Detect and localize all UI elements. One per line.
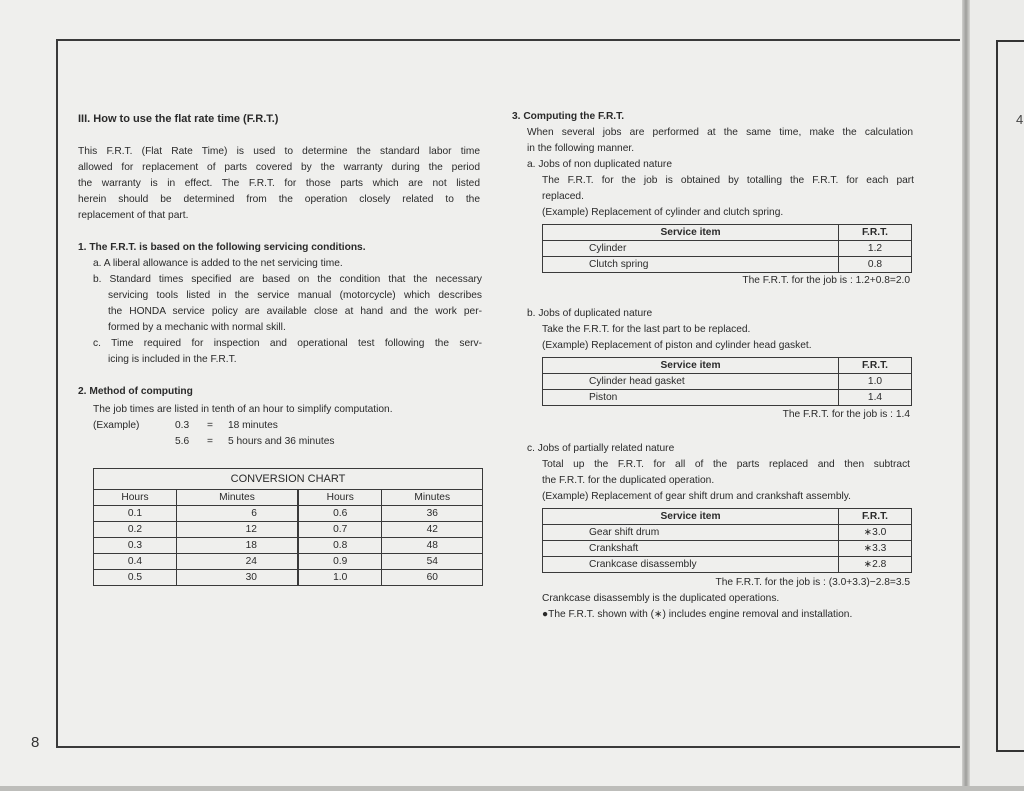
section-heading: III. How to use the flat rate time (F.R.T.) — [78, 113, 279, 125]
table-row — [94, 538, 483, 554]
equals-sign: = — [207, 420, 213, 431]
intro-line: the warranty is in effect. The F.R.T. for those parts which are not listed — [78, 178, 480, 189]
table-row — [94, 570, 483, 586]
minutes-cell: 18 — [176, 538, 298, 554]
table-header-service: Service item — [543, 358, 839, 374]
service-item-cell: Cylinder — [543, 241, 839, 257]
intro-line: herein should be determined from the operation closely related to the — [78, 194, 480, 205]
hours-cell: 0.8 — [298, 538, 382, 554]
method-heading: 2. Method of computing — [78, 386, 193, 397]
table-header-frt: F.R.T. — [839, 225, 912, 241]
equals-sign: = — [207, 436, 213, 447]
service-item-cell: Cylinder head gasket — [543, 374, 839, 390]
example-minutes: 5 hours and 36 minutes — [228, 436, 335, 447]
table-row — [543, 374, 912, 390]
minutes-cell: 24 — [176, 554, 298, 570]
case-c-note: Crankcase disassembly is the duplicated operations. — [542, 593, 780, 604]
table-header-service: Service item — [543, 509, 839, 525]
computing-intro-line: in the following manner. — [527, 143, 635, 154]
case-a-title: a. Jobs of non duplicated nature — [527, 159, 672, 170]
minutes-cell: 36 — [382, 506, 483, 522]
case-c-text: the F.R.T. for the duplicated operation. — [542, 475, 715, 486]
condition-b-line: servicing tools listed in the service manual (motorcycle) which describes — [108, 290, 482, 301]
frt-cell: 1.2 — [839, 241, 912, 257]
table-header-service: Service item — [543, 225, 839, 241]
condition-b-line: the HONDA service policy are available close at hand and the work per- — [108, 306, 482, 317]
conversion-chart-title: CONVERSION CHART — [94, 469, 483, 490]
frt-cell: 0.8 — [839, 257, 912, 273]
hours-cell: 0.7 — [298, 522, 382, 538]
case-a-table — [542, 224, 912, 273]
table-row — [543, 257, 912, 273]
case-a-result: The F.R.T. for the job is : 1.2+0.8=2.0 — [742, 275, 910, 286]
intro-line: replacement of that part. — [78, 210, 189, 221]
case-b-text: Take the F.R.T. for the last part to be replaced. — [542, 324, 751, 335]
minutes-cell: 12 — [176, 522, 298, 538]
service-item-cell: Crankcase disassembly — [543, 557, 839, 573]
bottom-edge — [0, 786, 1024, 791]
condition-c-line: icing is included in the F.R.T. — [108, 354, 237, 365]
case-c-result: The F.R.T. for the job is : (3.0+3.3)−2.8=3.5 — [715, 577, 910, 588]
minutes-cell: 42 — [382, 522, 483, 538]
service-item-cell: Crankshaft — [543, 541, 839, 557]
example-hours: 0.3 — [175, 420, 190, 431]
hours-cell: 0.3 — [94, 538, 177, 554]
table-header-frt: F.R.T. — [839, 358, 912, 374]
hours-cell: 0.9 — [298, 554, 382, 570]
frt-cell: ∗3.3 — [839, 541, 912, 557]
chart-header: Minutes — [176, 490, 298, 506]
table-row — [543, 541, 912, 557]
table-row — [543, 525, 912, 541]
hours-cell: 1.0 — [298, 570, 382, 586]
case-b-result: The F.R.T. for the job is : 1.4 — [782, 409, 910, 420]
hours-cell: 0.5 — [94, 570, 177, 586]
case-b-table — [542, 357, 912, 406]
table-row — [543, 557, 912, 573]
case-c-text: Total up the F.R.T. for all of the parts replaced and then subtract — [542, 459, 910, 470]
service-item-cell: Clutch spring — [543, 257, 839, 273]
case-b-title: b. Jobs of duplicated nature — [527, 308, 653, 319]
frt-cell: 1.4 — [839, 390, 912, 406]
table-row — [543, 241, 912, 257]
condition-a: a. A liberal allowance is added to the net servicing time. — [93, 258, 343, 269]
example-minutes: 18 minutes — [228, 420, 278, 431]
condition-b-line: b. Standard times specified are based on the condition that the necessary — [93, 274, 482, 285]
intro-line: This F.R.T. (Flat Rate Time) is used to determine the standard labor time — [78, 146, 480, 157]
table-row — [543, 390, 912, 406]
table-row — [94, 554, 483, 570]
engine-removal-footnote: ●The F.R.T. shown with (∗) includes engine removal and installation. — [542, 609, 853, 620]
example-hours: 5.6 — [175, 436, 190, 447]
hours-cell: 0.1 — [94, 506, 177, 522]
hours-cell: 0.4 — [94, 554, 177, 570]
hours-cell: 0.2 — [94, 522, 177, 538]
next-page-frame — [996, 40, 1024, 752]
table-row — [94, 506, 483, 522]
table-header-frt: F.R.T. — [839, 509, 912, 525]
table-row — [94, 522, 483, 538]
computing-heading: 3. Computing the F.R.T. — [512, 111, 625, 122]
book-gutter — [962, 0, 970, 791]
minutes-cell: 54 — [382, 554, 483, 570]
hours-cell: 0.6 — [298, 506, 382, 522]
service-item-cell: Piston — [543, 390, 839, 406]
next-page-number: 4 — [1016, 112, 1024, 127]
case-c-title: c. Jobs of partially related nature — [527, 443, 675, 454]
service-item-cell: Gear shift drum — [543, 525, 839, 541]
computing-intro-line: When several jobs are performed at the same time, make the calculation — [527, 127, 913, 138]
case-a-example: (Example) Replacement of cylinder and clutch spring. — [542, 207, 784, 218]
condition-c-line: c. Time required for inspection and operational test following the serv- — [93, 338, 482, 349]
chart-header: Hours — [298, 490, 382, 506]
case-b-example: (Example) Replacement of piston and cylinder head gasket. — [542, 340, 812, 351]
minutes-cell: 30 — [176, 570, 298, 586]
method-text: The job times are listed in tenth of an hour to simplify computation. — [93, 404, 393, 415]
condition-b-line: formed by a mechanic with normal skill. — [108, 322, 286, 333]
chart-header: Hours — [94, 490, 177, 506]
case-a-text: replaced. — [542, 191, 584, 202]
conversion-chart — [93, 468, 483, 586]
frt-cell: ∗3.0 — [839, 525, 912, 541]
intro-line: allowed for replacement of parts covered by the warranty during the period — [78, 162, 480, 173]
page-number: 8 — [31, 734, 40, 751]
minutes-cell: 48 — [382, 538, 483, 554]
frt-cell: 1.0 — [839, 374, 912, 390]
case-c-example: (Example) Replacement of gear shift drum and crankshaft assembly. — [542, 491, 851, 502]
minutes-cell: 60 — [382, 570, 483, 586]
case-c-table — [542, 508, 912, 573]
conditions-heading: 1. The F.R.T. is based on the following servicing conditions. — [78, 242, 366, 253]
frt-cell: ∗2.8 — [839, 557, 912, 573]
minutes-cell: 6 — [176, 506, 298, 522]
case-a-text: The F.R.T. for the job is obtained by totalling the F.R.T. for each part — [542, 175, 914, 186]
example-label: (Example) — [93, 420, 140, 431]
chart-header: Minutes — [382, 490, 483, 506]
